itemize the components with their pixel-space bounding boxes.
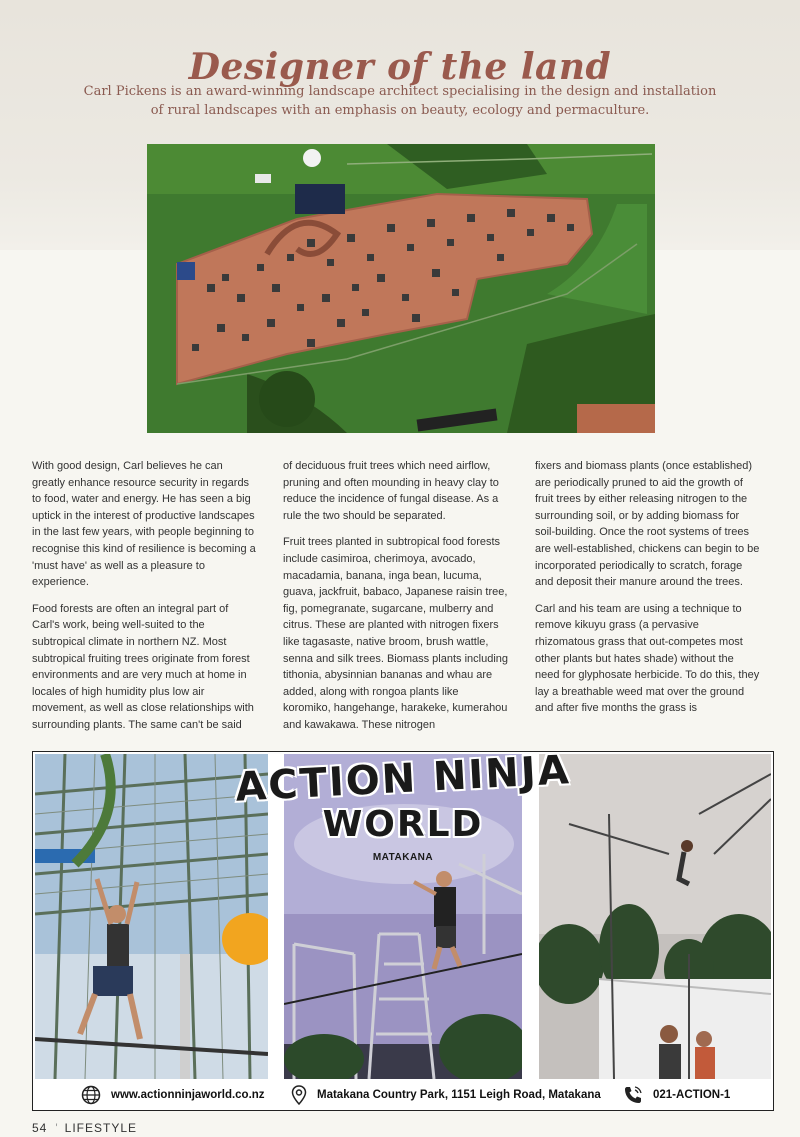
paragraph: fixers and biomass plants (once established) are periodically pruned to aid the growth of fruit trees by either releasing nitrogen to the surrounding soil, or by adding biomass for soil-building. Once the root systems of trees are well-established, chickens can begin to be incorporated periodically to scratch, forage and deposit their manure around the trees. [535, 460, 760, 589]
map-pin-icon [291, 1085, 307, 1105]
paragraph: Carl and his team are using a technique to remove kikuyu grass (a pervasive rhizomatous grass that out-competes most other plants but hates shade) without the need for glyphosate herbicide. To do this, they lay a breathable weed mat over the ground and after five months the grass is [535, 602, 760, 715]
ad-title-line2: WORLD [322, 804, 484, 845]
ad-website[interactable] [81, 1085, 265, 1105]
body-column-3 [535, 458, 761, 727]
ad-contact-bar [33, 1080, 773, 1110]
page-folio [32, 1121, 137, 1135]
paragraph: Food forests are often an integral part of Carl's work, being well-suited to the subtropical climate in northern NZ. Most subtropical fruiting trees originate from forest environments and are very much at home in locales of high humidity plus low air movement, as well as close relationships with surrounding plants. The same can't be said [32, 602, 254, 731]
advertisement [32, 747, 774, 1111]
ad-title-line1: ACTION NINJA [234, 747, 572, 811]
section-name: LIFESTYLE [64, 1121, 138, 1135]
page-number: 54 [32, 1121, 48, 1135]
globe-icon [81, 1085, 101, 1105]
article-subtitle: Carl Pickens is an award-winning landscape architect specialising in the design and installation of rural landscapes with an emphasis on beauty, ecology and permaculture. [83, 84, 717, 118]
ad-website-text: www.actionninjaworld.co.nz [111, 1089, 265, 1101]
ad-phone-text: 021-ACTION-1 [653, 1089, 731, 1101]
ad-phone[interactable] [623, 1085, 730, 1105]
ad-title-block [33, 747, 773, 872]
ad-address [291, 1085, 601, 1105]
ad-location: MATAKANA [372, 852, 434, 863]
paragraph: Fruit trees planted in subtropical food forests include casimiroa, cherimoya, avocado, macadamia, banana, inga bean, lucuma, guava, jackfruit, babaco, Japanese raisin tree, fig, pomegranate, sugarcane, mulberry and citrus. These are planted with nitrogen fixers like tagasaste, native broom, brush wattle, senna and silk trees. Biomass plants including tithonia, abysinnian bananas and whau are added, along with rongoa plants like koromiko, hangehange, harakeke, kumerahou and kawakawa. These nitrogen [283, 536, 509, 731]
paragraph: of deciduous fruit trees which need airflow, pruning and often mounding in heavy clay to reduce the incidence of fungal disease. As a rule the two should be separated. [283, 460, 499, 522]
body-column-1 [32, 458, 258, 744]
body-column-2 [283, 458, 509, 744]
phone-icon [623, 1085, 643, 1105]
ad-address-text: Matakana Country Park, 1151 Leigh Road, Matakana [317, 1089, 601, 1101]
aerial-landscape-photo [147, 144, 655, 433]
folio-separator: ' [55, 1121, 59, 1135]
paragraph: With good design, Carl believes he can greatly enhance resource security in regards to food, water and energy. He has seen a big uptick in the interest of productive landscapes in the last few years, with people beginning to recognise this kind of resilience is becoming a 'must have' as well as a pleasure to experience. [32, 460, 256, 589]
article-title: Designer of the land [188, 46, 612, 89]
